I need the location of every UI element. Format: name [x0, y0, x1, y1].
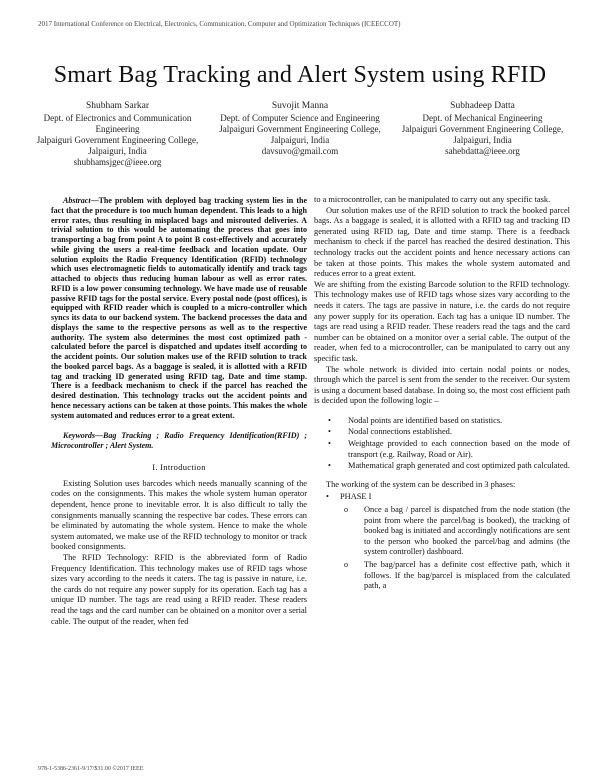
phase-1-title: • PHASE I — [322, 492, 570, 503]
list-item: • Nodal points are identified based on statistics. — [348, 416, 570, 427]
author-name: Suvojit Manna — [271, 101, 329, 111]
author-institution: Jalpaiguri Government Engineering College, — [219, 124, 381, 134]
paragraph: to a microcontroller, can be manipulated to carry out any specific task. — [314, 195, 551, 204]
author-location: Jalpaiguri, India — [270, 135, 330, 145]
phase-1-list — [336, 505, 570, 592]
phases-intro: The working of the system can be described in 3 phases: — [326, 479, 516, 489]
copyright-footer: 978-1-5386-2361-9/17/$31.00 ©2017 IEEE — [38, 766, 144, 772]
author-email: davsuvo@gmail.com — [261, 146, 339, 156]
list-item: • Nodal connections established. — [348, 427, 570, 438]
author-block — [30, 101, 570, 168]
phase-1 — [322, 492, 570, 591]
abstract-lead: Abstract — [63, 196, 91, 205]
running-header: 2017 International Conference on Electrical, Electronics, Communication, Computer and Optimization Techniques (ICEECCOT) — [38, 20, 401, 28]
intro-paragraph: Existing Solution uses barcodes which needs manually scanning of the codes on the consignments. This makes the whole system human operator dependent, hence prone to inevitable error. It is also difficult to tally the consignments manually scanning the respective bar codes. These errors can be eliminated by automating the whole system. Hence to make the whole system automated, we make use of the RFID technology to monitor or track booked consignments. — [51, 478, 307, 552]
list-item: • Mathematical graph generated and cost optimized path calculated. — [348, 461, 570, 472]
author-dept: Dept. of Electronics and Communication Engineering — [43, 113, 192, 134]
rfid-paragraph: The RFID Technology: RFID is the abbreviated form of Radio Frequency Identification. This technology makes use of RFID tags whose sizes vary according to the needs it caters. The tag is passive in nature, i.e. the cards do not require any power supply for its operation. Each tag has a unique ID number. The tags are read using a RFID reader. These readers read the tags and the card number can be obtained on a monitor over a serial cable. The output of the reader, when fed — [51, 553, 307, 626]
author-institution: Jalpaiguri Government Engineering College, — [401, 124, 564, 134]
section-heading-introduction: I. Introduction — [152, 462, 206, 473]
author-institution: Jalpaiguri Government Engineering College, — [36, 135, 199, 145]
author-name: Subhadeep Datta — [450, 101, 515, 111]
author-location: Jalpaiguri, India — [88, 146, 147, 156]
paragraph: We are shifting from the existing Barcode solution to the RFID technology. This technology makes use of RFID tags whose sizes vary according to the needs it caters. The tags are passive in nature, i.e. the cards do not require any power supply for its operation. Each tag has a unique ID number. The tags are read using a RFID reader. These readers read the tags and the card number can be obtained on a monitor over a serial cable. The output of the reader, when fed to a microcontroller, can be manipulated to carry out any specific task. — [314, 279, 570, 363]
author-email: shubhamsjgec@ieee.org — [73, 157, 162, 167]
author-1 — [30, 101, 205, 168]
author-dept: Dept. of Computer Science and Engineering — [220, 113, 380, 123]
author-name: Shubham Sarkar — [85, 101, 150, 111]
keywords: Keywords—Bag Tracking ; Radio Frequency Identification(RFID) ; Microcontroller ; Alert System. — [51, 431, 307, 451]
right-column — [314, 195, 570, 594]
author-location: Jalpaiguri, India — [453, 135, 512, 145]
paper-title: Smart Bag Tracking and Alert System using RFID — [53, 62, 547, 88]
paragraph: The whole network is divided into certain nodal points or nodes, through which the parcel is sent from the sender to the receiver. Our system is using a document based database. In doing so, the most cost efficient path is decided upon the following logic – — [314, 364, 570, 406]
logic-list — [314, 416, 570, 472]
list-item: o The bag/parcel has a definite cost effective path, which it follows. If the bag/parcel is misplaced from the calculated path, a — [364, 560, 570, 592]
author-dept: Dept. of Mechanical Engineering — [422, 113, 543, 123]
abstract — [51, 196, 307, 420]
list-item: • Weightage provided to each connection based on the mode of transport (e.g. Railway, Road or Air). — [348, 439, 570, 460]
author-email: sahebdatta@ieee.org — [445, 146, 520, 156]
author-3 — [395, 101, 570, 168]
paragraph: Our solution makes use of the RFID solution to track the booked parcel bags. As a baggage is sealed, it is allotted with a RFID tag and tracking ID generated using RFID tag, Date and time stamp. There is a feedback mechanism to check if the parcel has reached the desired destination. This technology tracks out the accident points and hence necessary actions can be taken at those points. This makes the whole system automated and reduces error to a great extent. — [314, 205, 570, 279]
left-column — [51, 196, 307, 627]
list-item: o Once a bag / parcel is dispatched from the node station (the point from where the parcel/bag is booked), the tracking of booked bag is initiated and accordingly notifications are sent to the person who booked the parcel/bag and admins (the system controller) dashboard. — [364, 505, 570, 558]
abstract-text: —The problem with deployed bag tracking system lies in the fact that the procedure is too much human dependent. This leads to a high error rates, thus resulting in misplaced bags and misrouted deliveries. A trivial solution to this would be automating the process that goes into transporting a bag from point A to point B cost-effectively and accurately while giving the users a real-time feedback and location update. Our solution exploits the Radio Frequency Identification (RFID) technology which uses electromagnetic fields to automatically identify and track tags attached to objects thus reducing human labour as well as error rates. RFID is a low power consuming technology. We have made use of reusable passive RFID tags for the postal service. Every postal node (post offices), is equipped with RFID reader which is coupled to a micro-controller which syncs its data to our backend system. The backend processes the data and displays the same to the respective persons as well as to the respective authority. The system also determines the most cost optimized path - calculated before the parcel is dispatched and updates itself according to the accident points. Our solution makes use of the RFID solution to track the booked parcel bags. As a baggage is sealed, it is allotted with a RFID tag and tracking ID generated using RFID tag, Date and time stamp. There is a feedback mechanism to check if the parcel has reached the desired destination. This technology tracks out the accident points and hence necessary actions can be taken at those points. This makes the whole system automated and reduces error to a great extent. — [51, 196, 307, 420]
author-2 — [213, 101, 388, 168]
